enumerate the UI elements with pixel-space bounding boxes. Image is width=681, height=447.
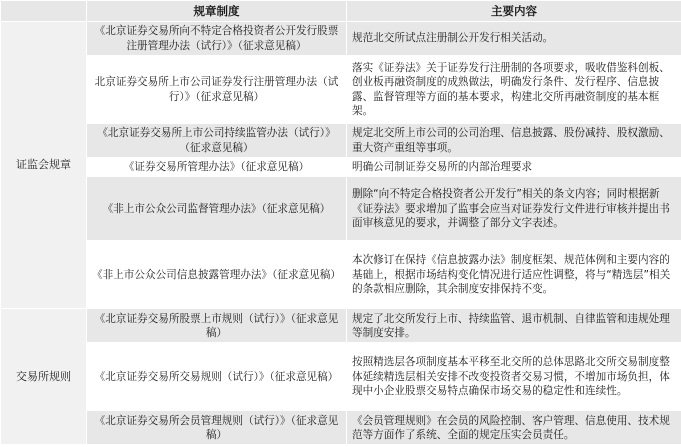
content-cell: 《会员管理规则》在会员的风险控制、客户管理、信息使用、技术规范等方面作了系统、全面的规定压实会员责任。 <box>347 411 681 445</box>
regulation-cell: 《北京证券交易所交易规则（试行）》（征求意见稿） <box>87 343 347 411</box>
regulation-cell: 《北京证券交易所向不特定合格投资者公开发行股票注册管理办法（试行）》（征求意见稿） <box>87 22 347 56</box>
table-row <box>1 411 681 445</box>
table-row <box>1 124 681 158</box>
table-row <box>1 177 681 241</box>
content-cell: 本次修订在保持《信息披露办法》制度框架、规范体例和主要内容的基础上，根据市场结构变化情况进行适应性调整，将与“精选层”相关的条款相应删除，其余制度安排保持不变。 <box>347 241 681 309</box>
regulation-cell: 《北京证券交易所上市公司持续监管办法（试行）》（征求意见稿） <box>87 124 347 158</box>
regulation-cell: 《证券交易所管理办法》（征求意见稿） <box>87 158 347 177</box>
category-cell: 证监会规章 <box>1 22 87 309</box>
table-row <box>1 158 681 177</box>
table-header-row <box>1 1 681 22</box>
header-category <box>1 1 87 22</box>
table-row <box>1 241 681 309</box>
content-cell: 落实《证券法》关于证券发行注册制的各项要求，吸收借鉴科创板、创业板再融资制度的成熟做法，明确发行条件、发行程序、信息披露、监督管理等方面的基本要求，构建北交所再融资制度的基本框架。 <box>347 56 681 124</box>
content-cell: 删除“向不特定合格投资者公开发行”相关的条文内容；同时根据新《证券法》要求增加了监事会应当对证券发行文件进行审核并提出书面审核意见的要求，并调整了部分文字表述。 <box>347 177 681 241</box>
category-cell: 交易所规则 <box>1 309 87 445</box>
regulation-cell: 《北京证券交易所股票上市规则（试行）》（征求意见稿） <box>87 309 347 343</box>
table-row <box>1 22 681 56</box>
regulation-cell: 《北京证券交易所会员管理规则（试行）》（征求意见稿） <box>87 411 347 445</box>
regulation-cell: 北京证券交易所上市公司证券发行注册管理办法（试行）》（征求意见稿） <box>87 56 347 124</box>
table-row <box>1 343 681 411</box>
content-cell: 规范北交所试点注册制公开发行相关活动。 <box>347 22 681 56</box>
regulation-cell: 《非上市公众公司信息披露管理办法》（征求意见稿） <box>87 241 347 309</box>
content-cell: 规定了北交所发行上市、持续监管、退市机制、自律监管和违规处理等制度安排。 <box>347 309 681 343</box>
content-cell: 规定北交所上市公司的公司治理、信息披露、股份减持、股权激励、重大资产重组等事项。 <box>347 124 681 158</box>
content-cell: 按照精选层各项制度基本平移至北交所的总体思路北交所交易制度整体延续精选层相关安排不改变投资者交易习惯，不增加市场负担，体现中小企业股票交易特点确保市场交易的稳定性和连续性。 <box>347 343 681 411</box>
table-row <box>1 309 681 343</box>
table-row <box>1 56 681 124</box>
regulation-cell: 《非上市公众公司监督管理办法》（征求意见稿） <box>87 177 347 241</box>
content-cell: 明确公司制证券交易所的内部治理要求 <box>347 158 681 177</box>
header-content: 主要内容 <box>347 1 681 22</box>
header-regulation: 规章制度 <box>87 1 347 22</box>
